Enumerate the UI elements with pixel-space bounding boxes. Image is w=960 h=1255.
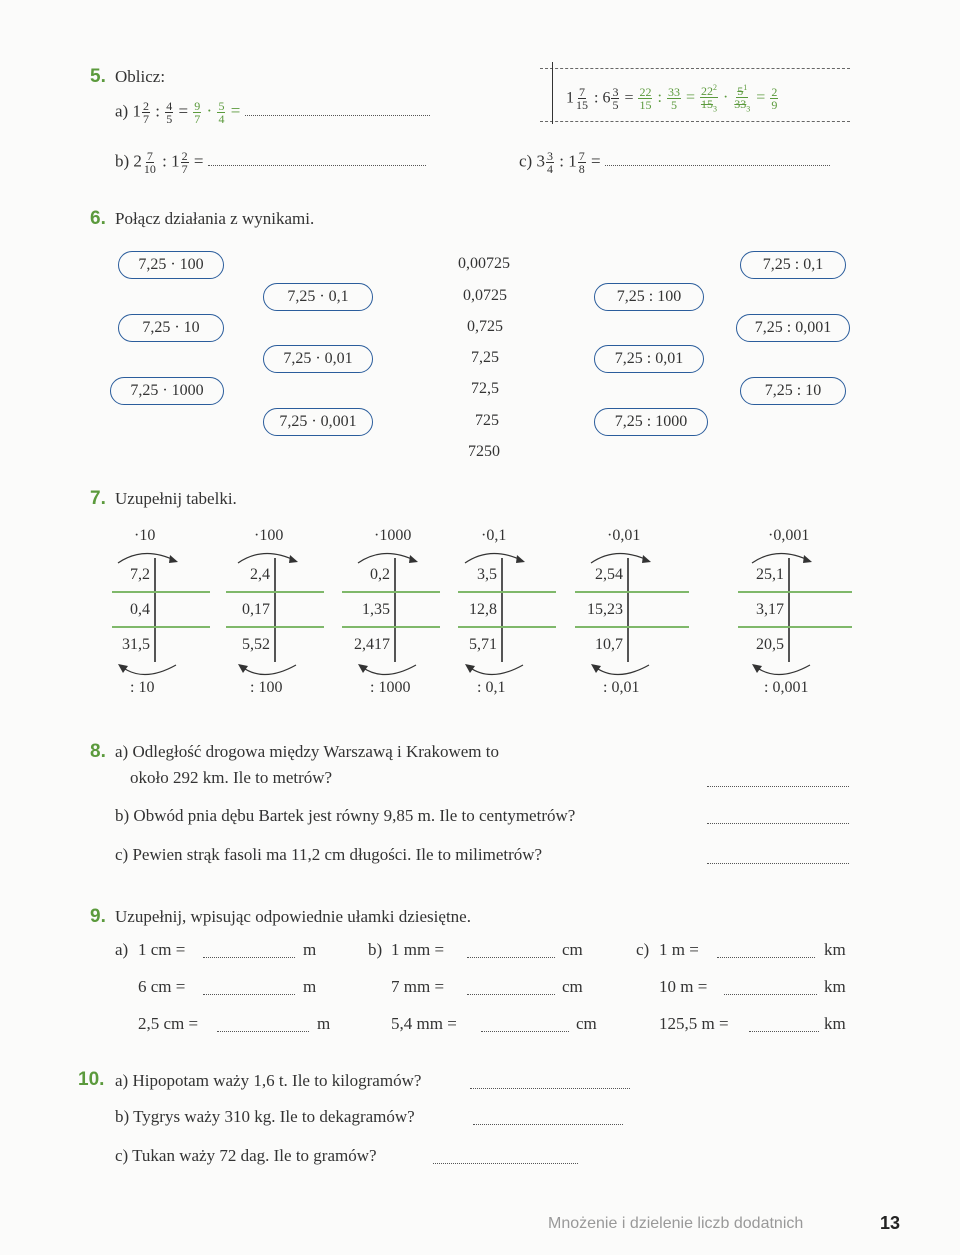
chapter-title: Mnożenie i dzielenie liczb dodatnich	[548, 1215, 804, 1232]
answer-line[interactable]	[203, 956, 295, 958]
exercise-5-number: 5.	[90, 66, 106, 87]
unit-label: cm	[562, 977, 583, 996]
answer-line[interactable]	[707, 785, 849, 787]
exercise-9-number: 9.	[90, 906, 106, 927]
unit-label: cm	[562, 940, 583, 959]
expression-oval[interactable]: 7,25 : 1000	[594, 408, 708, 436]
answer-line[interactable]	[724, 993, 817, 995]
multiply-operator: ·0,001	[768, 527, 810, 544]
table-answer-cell[interactable]	[158, 601, 208, 621]
table-answer-cell[interactable]	[278, 566, 322, 586]
table-value: 7,2	[130, 566, 150, 583]
exercise-5b: b) 2 $\frac{7}{10}$ : 1 $\frac{2}{7}$ =	[115, 150, 426, 175]
conversion-left: 7 mm =	[391, 977, 445, 996]
table-value: 2,54	[595, 566, 623, 583]
table-row-separator	[458, 626, 556, 628]
table-row-separator	[738, 591, 852, 593]
result-value[interactable]: 72,5	[471, 380, 499, 397]
column-c-label: c)	[636, 940, 650, 959]
arrow-left-icon	[354, 661, 424, 681]
table-value: 5,52	[242, 636, 270, 653]
result-value[interactable]: 7,25	[471, 349, 499, 366]
unit-label: cm	[576, 1014, 597, 1033]
table-divider	[394, 558, 396, 662]
arrow-right-icon	[114, 547, 184, 567]
column-b-label: b)	[368, 940, 383, 959]
expression-oval[interactable]: 7,25 · 10	[118, 314, 224, 342]
expression-oval[interactable]: 7,25 : 100	[594, 283, 704, 311]
table-divider	[788, 558, 790, 662]
result-value[interactable]: 725	[475, 412, 499, 429]
table-value: 0,4	[130, 601, 150, 618]
expression-oval[interactable]: 7,25 : 0,001	[736, 314, 850, 342]
result-value[interactable]: 0,725	[467, 318, 503, 335]
conversion-left: 10 m =	[659, 977, 708, 996]
table-value: 5,71	[469, 636, 497, 653]
multiply-operator: ·10	[134, 527, 156, 544]
table-answer-cell[interactable]	[158, 566, 208, 586]
table-row-separator	[226, 626, 324, 628]
divide-operator: : 10	[130, 679, 155, 696]
exercise-6-instruction: Połącz działania z wynikami.	[115, 209, 315, 228]
answer-line[interactable]	[467, 993, 555, 995]
multiply-operator: ·100	[254, 527, 284, 544]
arrow-left-icon	[114, 661, 184, 681]
unit-label: m	[317, 1014, 331, 1033]
table-value: 20,5	[756, 636, 784, 653]
table-value: 10,7	[595, 636, 623, 653]
answer-line[interactable]	[605, 164, 830, 166]
exercise-5c: c) 3 $\frac{3}{4}$ : 1 $\frac{7}{8}$ =	[519, 150, 830, 175]
table-answer-cell[interactable]	[792, 566, 850, 586]
table-divider	[627, 558, 629, 662]
exercise-7-instruction: Uzupełnij tabelki.	[115, 489, 237, 508]
result-value[interactable]: 0,00725	[458, 255, 510, 272]
multiply-operator: ·0,1	[481, 527, 507, 544]
table-value: 25,1	[756, 566, 784, 583]
divide-operator: : 1000	[370, 679, 411, 696]
table-answer-cell[interactable]	[505, 636, 554, 656]
conversion-left: 1 mm =	[391, 940, 445, 959]
page-number: 13	[880, 1213, 901, 1233]
table-answer-cell[interactable]	[792, 636, 850, 656]
result-value[interactable]: 0,0725	[463, 287, 507, 304]
answer-line[interactable]	[749, 1030, 819, 1032]
column-a-label: a)	[115, 940, 129, 959]
exercise-8a-line1: a) Odległość drogowa między Warszawą i Krakowem to	[115, 742, 499, 761]
exercise-8c: c) Pewien strąk fasoli ma 11,2 cm długości. Ile to milimetrów?	[115, 845, 543, 864]
answer-line[interactable]	[433, 1162, 578, 1164]
arrow-right-icon	[461, 547, 531, 567]
table-answer-cell[interactable]	[505, 566, 554, 586]
exercise-10c: c) Tukan waży 72 dag. Ile to gramów?	[115, 1146, 377, 1165]
expression-oval[interactable]: 7,25 · 1000	[110, 377, 224, 405]
unit-label: km	[824, 940, 846, 959]
exercise-8b: b) Obwód pnia dębu Bartek jest równy 9,85 m. Ile to centymetrów?	[115, 806, 576, 825]
conversion-left: 125,5 m =	[659, 1014, 729, 1033]
table-divider	[274, 558, 276, 662]
table-row-separator	[112, 591, 210, 593]
arrow-right-icon	[354, 547, 424, 567]
answer-line[interactable]	[203, 993, 295, 995]
exercise-5-instruction: Oblicz:	[115, 67, 166, 86]
conversion-left: 6 cm =	[138, 977, 186, 996]
conversion-left: 5,4 mm =	[391, 1014, 457, 1033]
expression-oval[interactable]: 7,25 · 0,01	[263, 345, 373, 373]
expression-oval[interactable]: 7,25 : 0,1	[740, 251, 846, 279]
table-value: 15,23	[587, 601, 623, 618]
divide-operator: : 0,01	[603, 679, 640, 696]
expression-oval[interactable]: 7,25 · 100	[118, 251, 224, 279]
arrow-left-icon	[748, 661, 818, 681]
table-answer-cell[interactable]	[398, 601, 438, 621]
table-answer-cell[interactable]	[278, 636, 322, 656]
table-answer-cell[interactable]	[631, 566, 687, 586]
table-answer-cell[interactable]	[792, 601, 850, 621]
exercise-7-number: 7.	[90, 488, 106, 509]
answer-line[interactable]	[717, 956, 815, 958]
table-value: 12,8	[469, 601, 497, 618]
answer-line[interactable]	[470, 1087, 630, 1089]
arrow-left-icon	[587, 661, 657, 681]
table-row-separator	[458, 591, 556, 593]
unit-label: km	[824, 977, 846, 996]
arrow-right-icon	[234, 547, 304, 567]
table-answer-cell[interactable]	[398, 636, 438, 656]
unit-label: m	[303, 940, 317, 959]
exercise-8-number: 8.	[90, 741, 106, 762]
divide-operator: : 0,001	[764, 679, 809, 696]
exercise-10b: b) Tygrys waży 310 kg. Ile to dekagramów?	[115, 1107, 415, 1126]
answer-line[interactable]	[208, 164, 426, 166]
table-value: 3,5	[477, 566, 497, 583]
unit-label: m	[303, 977, 317, 996]
expression-oval[interactable]: 7,25 · 0,001	[263, 408, 373, 436]
table-row-separator	[575, 626, 689, 628]
table-row-separator	[738, 626, 852, 628]
arrow-right-icon	[748, 547, 818, 567]
answer-line[interactable]	[707, 822, 849, 824]
table-row-separator	[342, 591, 440, 593]
conversion-left: 1 cm =	[138, 940, 186, 959]
conversion-left: 1 m =	[659, 940, 699, 959]
conversion-left: 2,5 cm =	[138, 1014, 199, 1033]
table-answer-cell[interactable]	[398, 566, 438, 586]
expression-oval[interactable]: 7,25 · 0,1	[263, 283, 373, 311]
answer-line[interactable]	[473, 1123, 623, 1125]
table-value: 0,2	[370, 566, 390, 583]
table-value: 2,4	[250, 566, 270, 583]
table-answer-cell[interactable]	[158, 636, 208, 656]
example-calculation: 1 $\frac{7}{15}$ : 6 $\frac{3}{5}$ = $\frac{22}{15}$ : $\frac{33}{5}$ = $\frac{22^2}{15_3}$ · $\frac{5^1}{33_3}$ = $\frac{2}{9}$	[566, 83, 778, 114]
table-divider	[501, 558, 503, 662]
multiply-operator: ·1000	[374, 527, 412, 544]
table-answer-cell[interactable]	[505, 601, 554, 621]
table-divider	[154, 558, 156, 662]
arrow-left-icon	[461, 661, 531, 681]
answer-line[interactable]	[481, 1030, 569, 1032]
table-value: 2,417	[354, 636, 390, 653]
exercise-8a-line2: około 292 km. Ile to metrów?	[130, 768, 333, 787]
result-value[interactable]: 7250	[468, 443, 500, 460]
example-box-rule	[552, 62, 553, 124]
answer-line[interactable]	[217, 1030, 309, 1032]
table-answer-cell[interactable]	[631, 636, 687, 656]
expression-oval[interactable]: 7,25 : 0,01	[594, 345, 704, 373]
exercise-10-number: 10.	[78, 1069, 105, 1090]
table-row-separator	[342, 626, 440, 628]
exercise-9-instruction: Uzupełnij, wpisując odpowiednie ułamki dziesiętne.	[115, 907, 471, 926]
arrow-left-icon	[234, 661, 304, 681]
expression-oval[interactable]: 7,25 : 10	[740, 377, 846, 405]
table-value: 1,35	[362, 601, 390, 618]
table-row-separator	[226, 591, 324, 593]
divide-operator: : 100	[250, 679, 283, 696]
divide-operator: : 0,1	[477, 679, 506, 696]
exercise-5a: a) 1 $\frac{2}{7}$ : $\frac{4}{5}$ = $\frac{9}{7}$ · $\frac{5}{4}$ =	[115, 100, 430, 125]
table-row-separator	[575, 591, 689, 593]
table-value: 31,5	[122, 636, 150, 653]
multiply-operator: ·0,01	[607, 527, 641, 544]
answer-line[interactable]	[467, 956, 555, 958]
table-answer-cell[interactable]	[278, 601, 322, 621]
answer-line[interactable]	[707, 862, 849, 864]
exercise-10a: a) Hipopotam waży 1,6 t. Ile to kilogramów?	[115, 1071, 422, 1090]
table-answer-cell[interactable]	[631, 601, 687, 621]
table-row-separator	[112, 626, 210, 628]
table-value: 3,17	[756, 601, 784, 618]
unit-label: km	[824, 1014, 846, 1033]
exercise-6-number: 6.	[90, 208, 106, 229]
table-value: 0,17	[242, 601, 270, 618]
arrow-right-icon	[587, 547, 657, 567]
